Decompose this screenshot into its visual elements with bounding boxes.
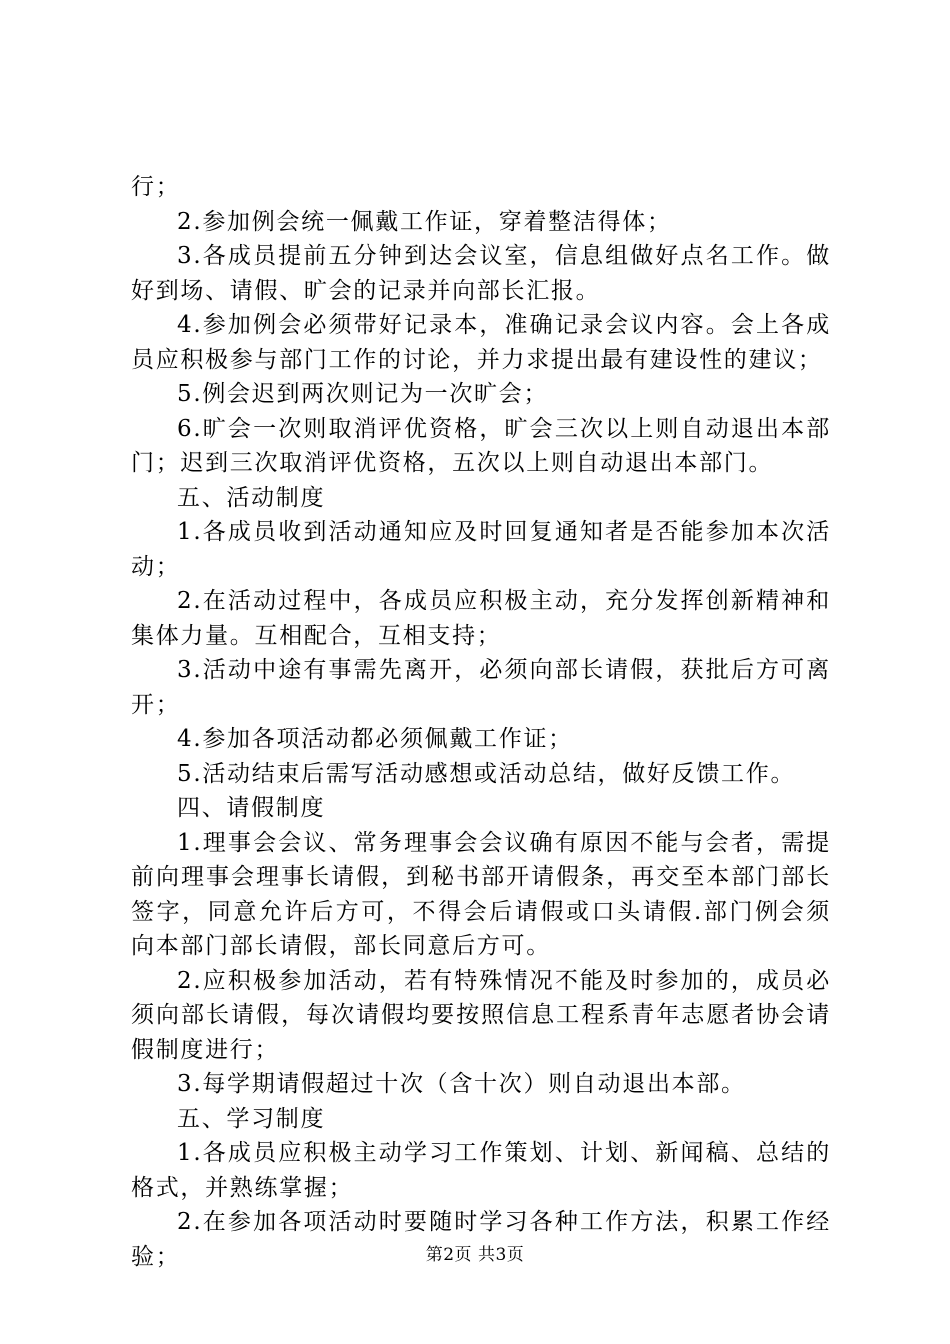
paragraph: 3.各成员提前五分钟到达会议室，信息组做好点名工作。做好到场、请假、旷会的记录并向部长汇报。 bbox=[131, 243, 831, 304]
paragraph: 5.活动结束后需写活动感想或活动总结，做好反馈工作。 bbox=[177, 760, 796, 787]
paragraph: 5.例会迟到两次则记为一次旷会； bbox=[177, 381, 549, 407]
section-heading: 五、活动制度 bbox=[177, 484, 326, 511]
paragraph: 2.在参加各项活动时要随时学习各种工作方法，积累工作经验； bbox=[131, 1209, 831, 1270]
paragraph: 4.参加各项活动都必须佩戴工作证； bbox=[177, 726, 573, 752]
paragraph: 4.参加例会必须带好记录本，准确记录会议内容。会上各成员应积极参与部门工作的讨论，并力求提出最有建设性的建议； bbox=[131, 312, 831, 373]
paragraph: 1.理事会会议、常务理事会会议确有原因不能与会者，需提前向理事会理事长请假，到秘书部开请假条，再交至本部门部长签字，同意允许后方可，不得会后请假或口头请假.部门例会须向本部门部长请假，部长同意后方可。 bbox=[131, 829, 831, 959]
document-body bbox=[131, 170, 831, 1274]
paragraph: 2.参加例会统一佩戴工作证，穿着整洁得体； bbox=[177, 208, 672, 235]
paragraph: 1.各成员应积极主动学习工作策划、计划、新闻稿、总结的格式，并熟练掌握； bbox=[131, 1140, 831, 1201]
paragraph: 2.应积极参加活动，若有特殊情况不能及时参加的，成员必须向部长请假，每次请假均要按照信息工程系青年志愿者协会请假制度进行； bbox=[131, 967, 831, 1063]
paragraph: 2.在活动过程中，各成员应积极主动，充分发挥创新精神和集体力量。互相配合，互相支持； bbox=[131, 588, 831, 649]
section-heading: 五、学习制度 bbox=[177, 1105, 326, 1132]
section-heading: 四、请假制度 bbox=[177, 795, 326, 821]
paragraph: 3.每学期请假超过十次（含十次）则自动退出本部。 bbox=[177, 1071, 746, 1097]
paragraph: 6.旷会一次则取消评优资格，旷会三次以上则自动退出本部门；迟到三次取消评优资格，五次以上则自动退出本部门。 bbox=[131, 415, 831, 476]
paragraph: 1.各成员收到活动通知应及时回复通知者是否能参加本次活动； bbox=[131, 519, 831, 580]
page-number-footer: 第2页 共3页 bbox=[425, 1245, 525, 1265]
paragraph: 3.活动中途有事需先离开，必须向部长请假，获批后方可离开； bbox=[131, 657, 831, 718]
paragraph: 行； bbox=[131, 174, 181, 200]
